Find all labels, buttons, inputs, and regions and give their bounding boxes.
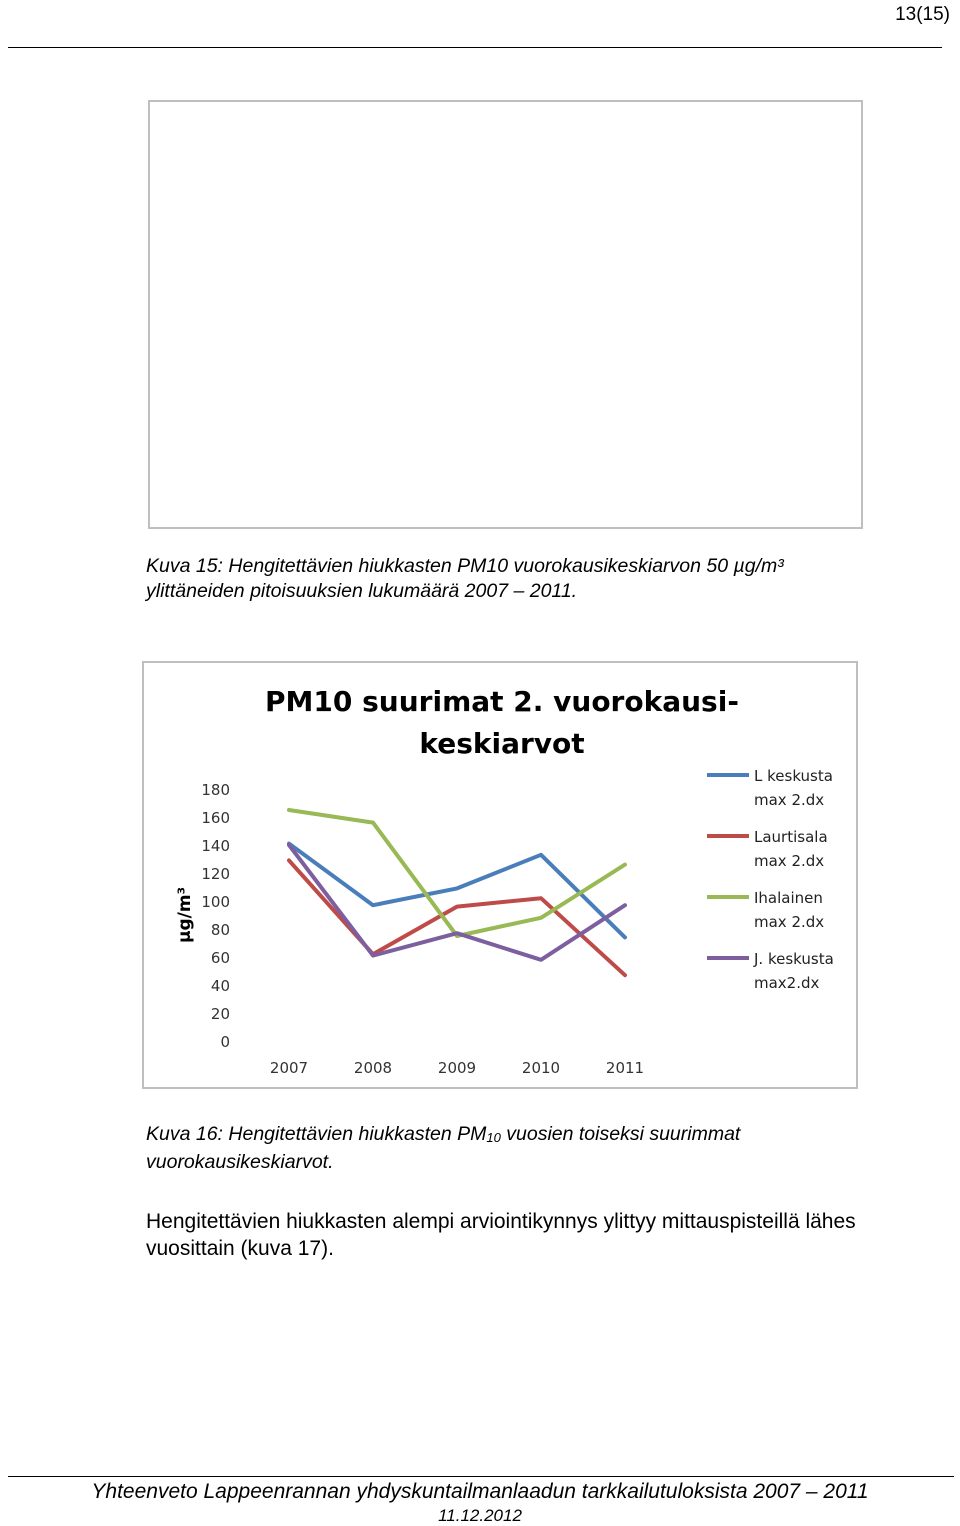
legend-label-3: max 2.dx bbox=[754, 913, 825, 931]
x-tick-label: 2008 bbox=[353, 1059, 393, 1077]
figure-15-caption-line-1: Kuva 15: Hengitettävien hiukkasten PM10 vuorokausikeskiarvon 50 µg/m³ bbox=[146, 555, 784, 577]
figure-16-chart bbox=[142, 661, 858, 1089]
figure-16-caption-subscript: 10 bbox=[486, 1130, 501, 1145]
legend-label-4: J. keskusta bbox=[754, 950, 834, 968]
body-paragraph bbox=[146, 1208, 956, 1262]
series-line-4 bbox=[289, 845, 625, 960]
series-line-2 bbox=[289, 860, 625, 975]
y-tick-label: 100 bbox=[201, 893, 230, 911]
series-lines bbox=[289, 810, 625, 975]
chart-legend bbox=[707, 767, 834, 992]
y-tick-label: 120 bbox=[201, 865, 230, 883]
y-tick-label: 60 bbox=[210, 949, 230, 967]
legend-label-3: Ihalainen bbox=[754, 889, 823, 907]
y-tick-label: 180 bbox=[201, 781, 230, 799]
footer-title: Yhteenveto Lappeenrannan yhdyskuntailmanlaadun tarkkailutuloksista 2007 – 2011 bbox=[91, 1480, 869, 1503]
y-tick-label: 160 bbox=[201, 809, 230, 827]
figure-15-caption-line-2: ylittäneiden pitoisuuksien lukumäärä 2007 – 2011. bbox=[146, 580, 578, 602]
x-tick-label: 2010 bbox=[521, 1059, 561, 1077]
figure-16-caption-line-2: vuorokausikeskiarvot. bbox=[146, 1151, 334, 1173]
series-line-1 bbox=[289, 844, 625, 938]
figure-15-placeholder bbox=[148, 100, 863, 529]
figure-16-caption bbox=[146, 1122, 946, 1175]
y-tick-label: 40 bbox=[210, 977, 230, 995]
body-paragraph-line-1: Hengitettävien hiukkasten alempi arviointikynnys ylittyy mittauspisteillä lähes bbox=[146, 1210, 856, 1233]
y-axis-ticks bbox=[201, 781, 230, 1051]
x-axis-ticks bbox=[270, 1059, 644, 1077]
y-axis-label: µg/m³ bbox=[175, 886, 195, 944]
chart-title-line-1: PM10 suurimat 2. vuorokausi- bbox=[265, 685, 739, 718]
y-tick-label: 80 bbox=[210, 921, 230, 939]
legend-label-1: max 2.dx bbox=[754, 791, 825, 809]
legend-label-4: max2.dx bbox=[754, 974, 820, 992]
body-paragraph-line-2: vuosittain (kuva 17). bbox=[146, 1237, 334, 1260]
figure-16-caption-part-2: vuosien toiseksi suurimmat bbox=[500, 1123, 741, 1145]
legend-label-1: L keskusta bbox=[754, 767, 833, 785]
legend-label-2: Laurtisala bbox=[754, 828, 828, 846]
header-rule bbox=[8, 47, 942, 48]
legend-label-2: max 2.dx bbox=[754, 852, 825, 870]
footer-rule bbox=[8, 1476, 954, 1477]
x-tick-label: 2009 bbox=[437, 1059, 477, 1077]
y-tick-label: 140 bbox=[201, 837, 230, 855]
footer-date: 11.12.2012 bbox=[438, 1506, 522, 1525]
y-tick-label: 20 bbox=[210, 1005, 230, 1023]
line-chart bbox=[144, 663, 860, 1091]
y-tick-label: 0 bbox=[220, 1033, 230, 1051]
chart-title-line-2: keskiarvot bbox=[419, 727, 585, 760]
figure-15-caption bbox=[146, 554, 946, 604]
x-tick-label: 2007 bbox=[269, 1059, 309, 1077]
page-number: 13(15) bbox=[895, 4, 950, 25]
x-tick-label: 2011 bbox=[605, 1059, 645, 1077]
figure-16-caption-part-1: Kuva 16: Hengitettävien hiukkasten PM bbox=[146, 1123, 487, 1145]
figure-16-caption-line-1 bbox=[146, 1122, 946, 1150]
